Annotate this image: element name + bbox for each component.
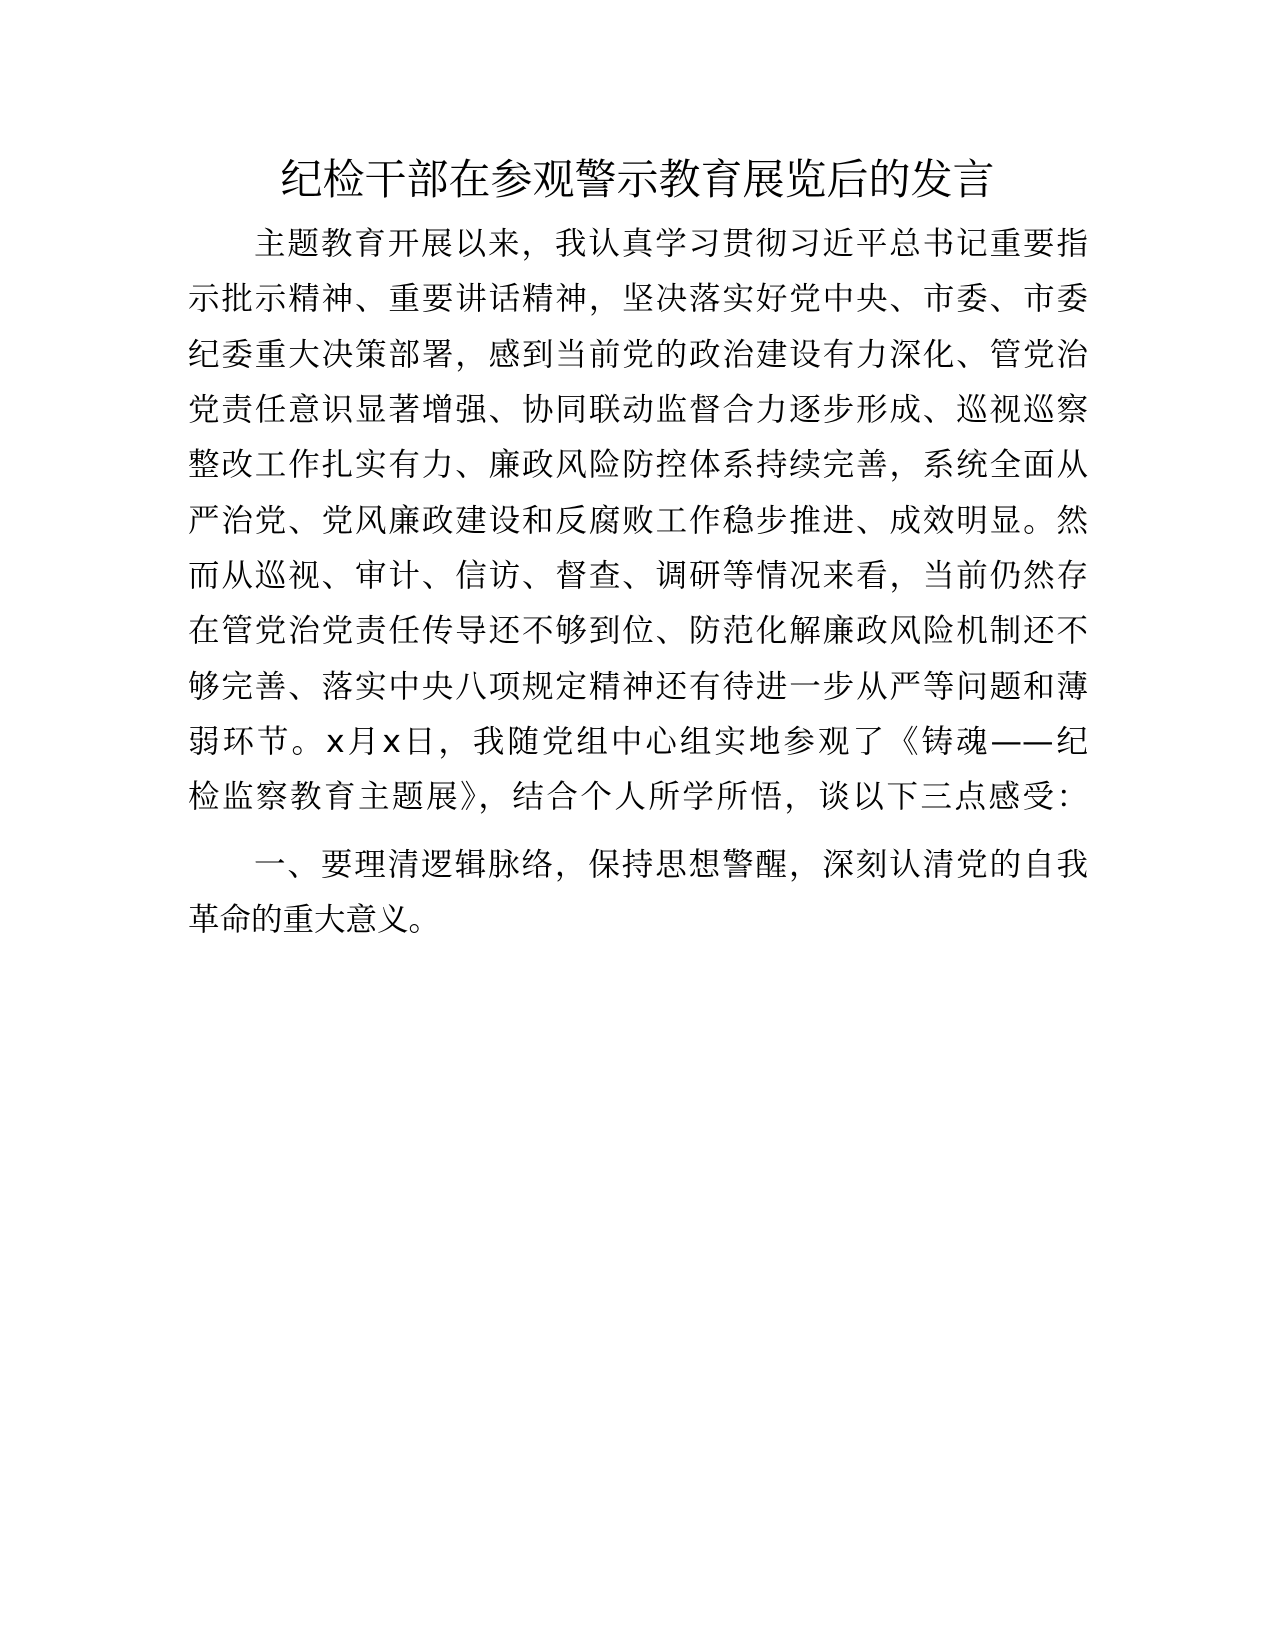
paragraph-line: 弱环节。x月x日，我随党组中心组实地参观了《铸魂——纪 xyxy=(188,724,1088,760)
paragraph-line: 够完善、落实中央八项规定精神还有待进一步从严等问题和薄 xyxy=(188,669,1088,705)
paragraph-line: 而从巡视、审计、信访、督查、调研等情况来看，当前仍然存 xyxy=(188,558,1088,594)
paragraph-line: 严治党、党风廉政建设和反腐败工作稳步推进、成效明显。然 xyxy=(188,503,1088,539)
document-title: 纪检干部在参观警示教育展览后的发言 xyxy=(280,155,995,204)
paragraph-line: 示批示精神、重要讲话精神，坚决落实好党中央、市委、市委 xyxy=(188,281,1088,317)
paragraph-line: 整改工作扎实有力、廉政风险防控体系持续完善，系统全面从 xyxy=(188,447,1088,483)
paragraph-line: 党责任意识显著增强、协同联动监督合力逐步形成、巡视巡察 xyxy=(188,392,1088,428)
paragraph-line: 检监察教育主题展》，结合个人所学所悟，谈以下三点感受： xyxy=(188,779,1088,815)
paragraph-line: 在管党治党责任传导还不够到位、防范化解廉政风险机制还不 xyxy=(188,613,1088,649)
paragraph-line: 主题教育开展以来，我认真学习贯彻习近平总书记重要指 xyxy=(254,226,1088,262)
heading-line: 一、要理清逻辑脉络，保持思想警醒，深刻认清党的自我 xyxy=(254,847,1088,883)
paragraph-line: 纪委重大决策部署，感到当前党的政治建设有力深化、管党治 xyxy=(188,337,1088,373)
heading-line: 革命的重大意义。 xyxy=(188,902,441,938)
